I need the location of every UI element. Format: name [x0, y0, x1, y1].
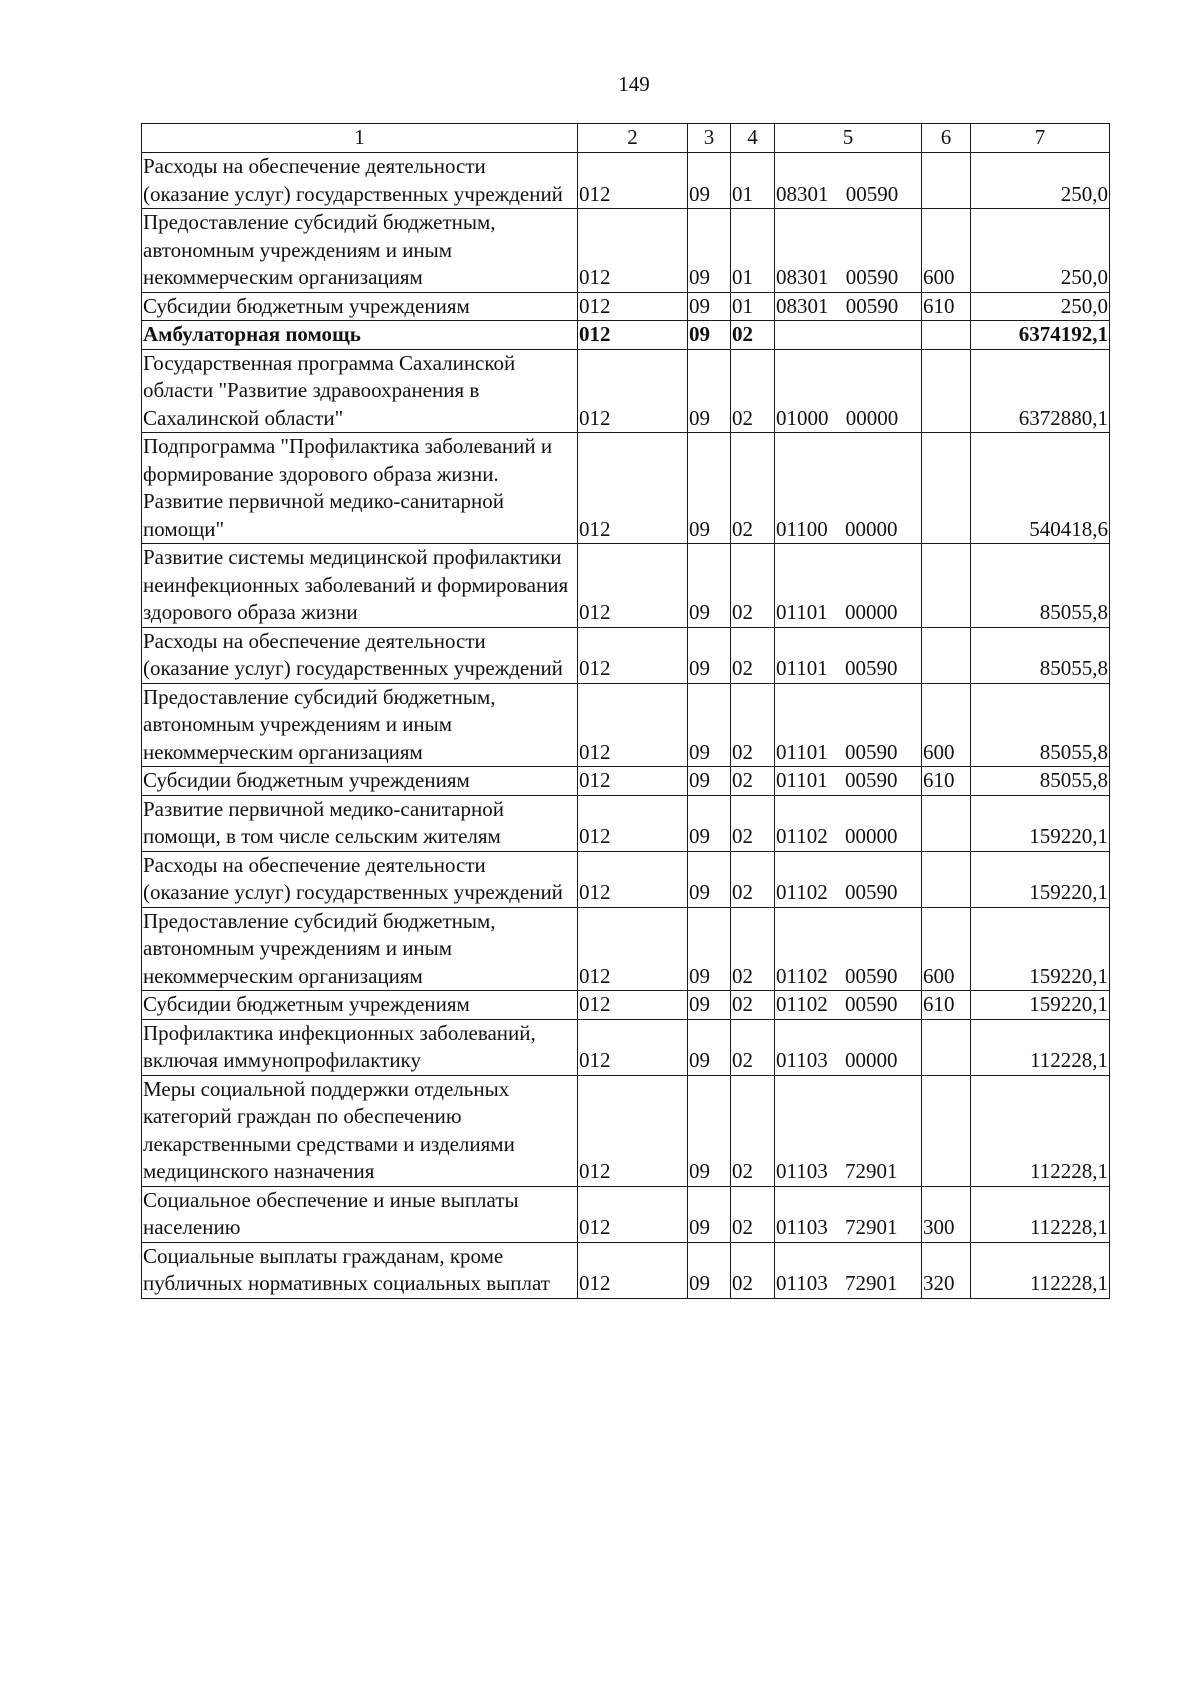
table-row	[142, 907, 1110, 991]
table-row	[142, 153, 1110, 209]
row-amount: 6372880,1	[971, 349, 1110, 433]
row-name: Развитие первичной медико-санитарной помощи, в том числе сельским жителям	[142, 795, 578, 851]
row-name: Субсидии бюджетным учреждениям	[142, 991, 578, 1020]
row-code-subsection: 02	[731, 1019, 775, 1075]
row-code-expense-type	[922, 627, 971, 683]
table-row	[142, 433, 1110, 544]
row-code-subsection: 01	[731, 209, 775, 293]
table-row	[142, 991, 1110, 1020]
table-row	[142, 292, 1110, 321]
row-code-subsection: 02	[731, 1186, 775, 1242]
row-code-subsection: 02	[731, 991, 775, 1020]
row-code-admin: 012	[578, 907, 688, 991]
table-row	[142, 1186, 1110, 1242]
row-code-expense-type	[922, 153, 971, 209]
table-row	[142, 1075, 1110, 1186]
row-code-admin: 012	[578, 1075, 688, 1186]
row-code-expense-type: 610	[922, 767, 971, 796]
table-row	[142, 349, 1110, 433]
row-code-target: 01101 00590	[775, 683, 922, 767]
row-code-subsection: 02	[731, 767, 775, 796]
row-code-expense-type: 600	[922, 907, 971, 991]
row-code-expense-type: 320	[922, 1242, 971, 1298]
row-name: Предоставление субсидий бюджетным, автономным учреждениям и иным некоммерческим организациям	[142, 209, 578, 293]
column-header: 1	[142, 124, 578, 153]
column-header: 4	[731, 124, 775, 153]
row-code-admin: 012	[578, 627, 688, 683]
column-header: 3	[688, 124, 731, 153]
row-amount: 250,0	[971, 153, 1110, 209]
row-code-target: 08301 00590	[775, 292, 922, 321]
row-code-target: 08301 00590	[775, 153, 922, 209]
row-name: Расходы на обеспечение деятельности (оказание услуг) государственных учреждений	[142, 153, 578, 209]
row-name: Амбулаторная помощь	[142, 321, 578, 350]
budget-table	[141, 123, 1110, 1299]
row-code-target: 01103 72901	[775, 1075, 922, 1186]
row-code-section: 09	[688, 209, 731, 293]
row-code-subsection: 02	[731, 433, 775, 544]
row-code-subsection: 02	[731, 851, 775, 907]
column-header: 6	[922, 124, 971, 153]
column-header: 2	[578, 124, 688, 153]
row-code-admin: 012	[578, 991, 688, 1020]
row-code-subsection: 02	[731, 683, 775, 767]
row-amount: 112228,1	[971, 1075, 1110, 1186]
row-name: Субсидии бюджетным учреждениям	[142, 292, 578, 321]
row-code-target	[775, 321, 922, 350]
page-number: 149	[618, 72, 650, 96]
row-code-admin: 012	[578, 851, 688, 907]
row-code-target: 01100 00000	[775, 433, 922, 544]
row-code-expense-type: 600	[922, 209, 971, 293]
row-name: Государственная программа Сахалинской области "Развитие здравоохранения в Сахалинской области"	[142, 349, 578, 433]
row-code-admin: 012	[578, 292, 688, 321]
row-code-section: 09	[688, 292, 731, 321]
row-amount: 250,0	[971, 292, 1110, 321]
row-code-expense-type	[922, 1075, 971, 1186]
row-code-target: 08301 00590	[775, 209, 922, 293]
row-amount: 159220,1	[971, 795, 1110, 851]
row-amount: 159220,1	[971, 907, 1110, 991]
row-code-expense-type	[922, 1019, 971, 1075]
row-code-section: 09	[688, 321, 731, 350]
row-amount: 112228,1	[971, 1019, 1110, 1075]
row-amount: 85055,8	[971, 544, 1110, 628]
row-code-subsection: 02	[731, 349, 775, 433]
row-code-expense-type: 600	[922, 683, 971, 767]
row-code-subsection: 02	[731, 627, 775, 683]
table-row	[142, 544, 1110, 628]
row-code-subsection: 02	[731, 795, 775, 851]
row-code-target: 01103 72901	[775, 1186, 922, 1242]
row-amount: 112228,1	[971, 1242, 1110, 1298]
row-name: Подпрограмма "Профилактика заболеваний и формирование здорового образа жизни. Развитие первичной медико-санитарной помощи"	[142, 433, 578, 544]
row-code-subsection: 02	[731, 321, 775, 350]
row-code-target: 01102 00590	[775, 851, 922, 907]
row-name: Расходы на обеспечение деятельности (оказание услуг) государственных учреждений	[142, 851, 578, 907]
row-code-subsection: 02	[731, 907, 775, 991]
row-name: Предоставление субсидий бюджетным, автономным учреждениям и иным некоммерческим организациям	[142, 907, 578, 991]
row-code-target: 01101 00000	[775, 544, 922, 628]
table-row	[142, 767, 1110, 796]
column-header: 5	[775, 124, 922, 153]
row-code-subsection: 02	[731, 1075, 775, 1186]
row-amount: 250,0	[971, 209, 1110, 293]
row-name: Социальные выплаты гражданам, кроме публичных нормативных социальных выплат	[142, 1242, 578, 1298]
row-code-target: 01102 00000	[775, 795, 922, 851]
row-code-section: 09	[688, 851, 731, 907]
row-name: Субсидии бюджетным учреждениям	[142, 767, 578, 796]
row-code-section: 09	[688, 991, 731, 1020]
row-code-section: 09	[688, 767, 731, 796]
column-header: 7	[971, 124, 1110, 153]
row-code-expense-type	[922, 321, 971, 350]
row-amount: 85055,8	[971, 683, 1110, 767]
row-code-admin: 012	[578, 683, 688, 767]
table-row	[142, 795, 1110, 851]
row-code-expense-type	[922, 795, 971, 851]
row-code-subsection: 02	[731, 1242, 775, 1298]
row-code-section: 09	[688, 1186, 731, 1242]
row-code-expense-type: 300	[922, 1186, 971, 1242]
row-amount: 85055,8	[971, 767, 1110, 796]
row-code-admin: 012	[578, 767, 688, 796]
row-code-section: 09	[688, 433, 731, 544]
row-code-subsection: 01	[731, 292, 775, 321]
row-amount: 85055,8	[971, 627, 1110, 683]
row-code-admin: 012	[578, 795, 688, 851]
row-code-section: 09	[688, 795, 731, 851]
row-name: Предоставление субсидий бюджетным, автономным учреждениям и иным некоммерческим организациям	[142, 683, 578, 767]
row-code-target: 01000 00000	[775, 349, 922, 433]
table-row	[142, 321, 1110, 350]
row-code-admin: 012	[578, 1242, 688, 1298]
table-row	[142, 683, 1110, 767]
row-code-admin: 012	[578, 153, 688, 209]
row-code-admin: 012	[578, 321, 688, 350]
row-code-section: 09	[688, 683, 731, 767]
row-name: Профилактика инфекционных заболеваний, включая иммунопрофилактику	[142, 1019, 578, 1075]
row-code-expense-type	[922, 349, 971, 433]
row-code-section: 09	[688, 544, 731, 628]
row-name: Меры социальной поддержки отдельных категорий граждан по обеспечению лекарственными средствами и изделиями медицинского назначения	[142, 1075, 578, 1186]
table-row	[142, 1242, 1110, 1298]
row-amount: 6374192,1	[971, 321, 1110, 350]
row-code-section: 09	[688, 627, 731, 683]
row-code-admin: 012	[578, 209, 688, 293]
row-code-subsection: 01	[731, 153, 775, 209]
row-name: Развитие системы медицинской профилактики неинфекционных заболеваний и формирования здорового образа жизни	[142, 544, 578, 628]
table-row	[142, 209, 1110, 293]
row-code-section: 09	[688, 907, 731, 991]
row-amount: 540418,6	[971, 433, 1110, 544]
row-code-admin: 012	[578, 433, 688, 544]
row-code-target: 01103 72901	[775, 1242, 922, 1298]
row-code-admin: 012	[578, 544, 688, 628]
row-code-expense-type: 610	[922, 991, 971, 1020]
row-code-target: 01102 00590	[775, 991, 922, 1020]
row-code-section: 09	[688, 153, 731, 209]
table-row	[142, 627, 1110, 683]
row-code-admin: 012	[578, 349, 688, 433]
row-amount: 159220,1	[971, 991, 1110, 1020]
row-name: Социальное обеспечение и иные выплаты населению	[142, 1186, 578, 1242]
row-code-section: 09	[688, 1075, 731, 1186]
row-code-section: 09	[688, 1242, 731, 1298]
row-code-target: 01101 00590	[775, 767, 922, 796]
row-code-expense-type	[922, 851, 971, 907]
row-code-expense-type: 610	[922, 292, 971, 321]
row-code-expense-type	[922, 433, 971, 544]
row-code-target: 01103 00000	[775, 1019, 922, 1075]
table-row	[142, 1019, 1110, 1075]
row-amount: 112228,1	[971, 1186, 1110, 1242]
row-code-expense-type	[922, 544, 971, 628]
row-code-section: 09	[688, 1019, 731, 1075]
row-code-admin: 012	[578, 1019, 688, 1075]
row-code-target: 01102 00590	[775, 907, 922, 991]
header-row	[142, 124, 1110, 153]
row-code-section: 09	[688, 349, 731, 433]
row-code-target: 01101 00590	[775, 627, 922, 683]
table-row	[142, 851, 1110, 907]
row-amount: 159220,1	[971, 851, 1110, 907]
row-code-subsection: 02	[731, 544, 775, 628]
row-name: Расходы на обеспечение деятельности (оказание услуг) государственных учреждений	[142, 627, 578, 683]
row-code-admin: 012	[578, 1186, 688, 1242]
